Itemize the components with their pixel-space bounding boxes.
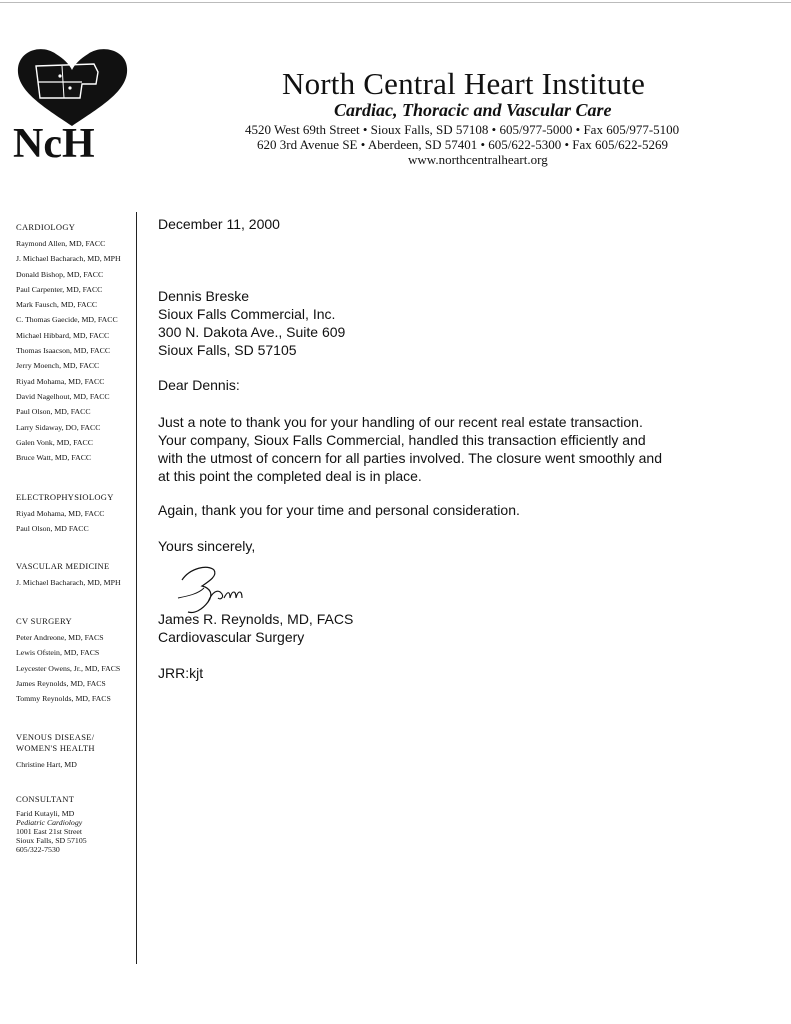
address-aberdeen: 620 3rd Avenue SE • Aberdeen, SD 57401 • 605/622-5300 • Fax 605/622-5269 [257,137,668,152]
nch-logo [12,44,132,164]
physician-name: Bruce Watt, MD, FACC [16,453,92,463]
section-cardiology [16,222,134,465]
website-url: www.northcentralheart.org [408,152,548,167]
paragraph-line: Your company, Sioux Falls Commercial, handled this transaction efficiently and [158,432,646,448]
consultant-phone: 605/322-7530 [16,845,60,854]
paragraph-line: with the utmost of concern for all parties involved. The closure went smoothly and [158,450,662,466]
section-heading: CV SURGERY [16,616,72,626]
address-sioux-falls: 4520 West 69th Street • Sioux Falls, SD 57108 • 605/977-5000 • Fax 605/977-5100 [245,122,680,137]
physician-name: Larry Sidaway, DO, FACC [16,422,101,432]
typist-initials: JRR:kjt [158,665,204,681]
organization-name: North Central Heart Institute [282,66,646,101]
body-paragraph-2: Again, thank you for your time and personal consideration. [158,502,520,518]
physician-name: Peter Andreone, MD, FACS [16,633,104,642]
svg-text:NcH: NcH [13,121,95,164]
paragraph-line: Just a note to thank you for your handling of our recent real estate transaction. [158,414,643,430]
section-consultant [16,794,134,854]
salutation: Dear Dennis: [158,377,240,393]
consultant-specialty: Pediatric Cardiology [16,818,83,827]
recipient-city: Sioux Falls, SD 57105 [158,342,297,358]
physician-name: Thomas Isaacson, MD, FACC [16,346,111,356]
physician-name: Galen Vonk, MD, FACC [16,437,93,447]
section-venous-disease [16,732,134,772]
heart-map-icon [12,44,132,164]
section-heading: VENOUS DISEASE/ [16,732,95,742]
section-cv-surgery [16,616,134,706]
signer-title: Cardiovascular Surgery [158,629,305,645]
body-paragraph-1 [158,413,662,485]
physician-name: Donald Bishop, MD, FACC [16,269,104,279]
section-heading: VASCULAR MEDICINE [16,561,110,571]
physician-name: Lewis Ofstein, MD, FACS [16,648,100,658]
section-heading: ELECTROPHYSIOLOGY [16,492,114,502]
section-heading: WOMEN'S HEALTH [16,743,95,753]
physician-name: David Nagelhout, MD, FACC [16,391,110,401]
physician-name: J. Michael Bacharach, MD, MPH [16,578,121,587]
physician-name: Christine Hart, MD [16,760,77,769]
recipient-company: Sioux Falls Commercial, Inc. [158,306,336,322]
physician-name: Riyad Mohama, MD, FACC [16,376,105,386]
physician-name: Tommy Reynolds, MD, FACS [16,694,111,704]
physician-name: Jerry Moench, MD, FACC [16,361,100,371]
physician-name: Michael Hibbard, MD, FACC [16,330,110,340]
organization-tagline: Cardiac, Thoracic and Vascular Care [334,100,612,120]
sidebar-divider [136,212,137,964]
section-heading: CARDIOLOGY [16,222,76,232]
physician-name: Riyad Mohama, MD, FACC [16,509,105,518]
consultant-city: Sioux Falls, SD 57105 [16,836,87,845]
recipient-name: Dennis Breske [158,288,250,304]
physician-name: Leycester Owens, Jr., MD, FACS [16,663,121,673]
physician-name: Paul Olson, MD, FACC [16,407,91,417]
physician-name: Paul Olson, MD FACC [16,524,89,534]
physician-name: Paul Carpenter, MD, FACC [16,284,103,294]
physician-name: James Reynolds, MD, FACS [16,678,106,688]
page-top-edge [0,2,791,3]
consultant-address: 1001 East 21st Street [16,827,83,836]
section-vascular-medicine [16,561,134,590]
section-electrophysiology [16,492,134,537]
physician-name: C. Thomas Gaecide, MD, FACC [16,315,118,325]
signer-name: James R. Reynolds, MD, FACS [158,611,354,627]
section-heading: CONSULTANT [16,794,75,804]
physician-name: Mark Fausch, MD, FACC [16,300,98,310]
paragraph-line: at this point the completed deal is in place. [158,468,422,484]
physician-name: Raymond Allen, MD, FACC [16,239,106,248]
letter-date: December 11, 2000 [158,216,280,232]
physician-name: J. Michael Bacharach, MD, MPH [16,254,121,264]
closing: Yours sincerely, [158,538,256,554]
handwritten-signature [168,558,278,618]
consultant-name: Farid Kutayli, MD [16,809,75,818]
recipient-street: 300 N. Dakota Ave., Suite 609 [158,324,346,340]
